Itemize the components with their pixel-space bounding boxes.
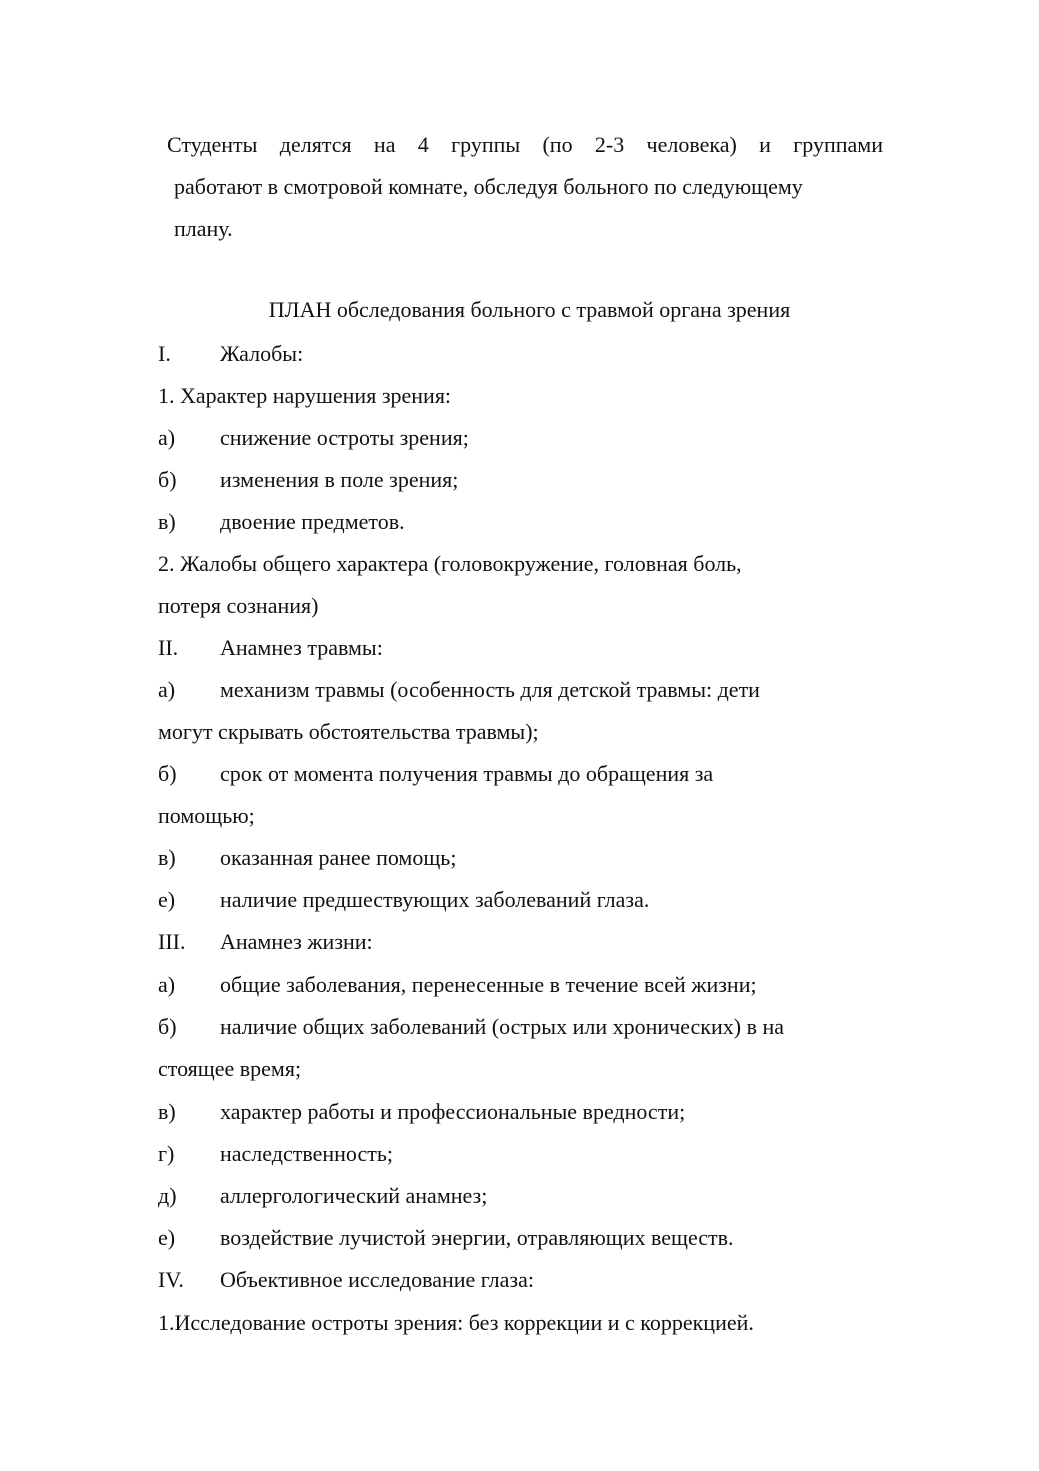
list-item	[158, 967, 757, 1003]
line-text: Жалобы:	[220, 341, 304, 366]
line-text: изменения в поле зрения;	[220, 467, 459, 492]
line-text: двоение предметов.	[220, 509, 405, 534]
section-heading-injury-history	[158, 630, 383, 666]
list-item-continuation	[158, 714, 539, 750]
list-item	[158, 1305, 754, 1341]
list-marker: е)	[158, 887, 176, 912]
list-marker: III.	[158, 929, 186, 954]
list-item	[158, 504, 405, 540]
list-item	[158, 672, 760, 708]
section-heading-complaints	[158, 336, 303, 372]
line-text: аллергологический анамнез;	[220, 1183, 488, 1208]
list-marker: II.	[158, 635, 179, 660]
list-item	[158, 756, 713, 792]
section-heading-life-history	[158, 924, 373, 960]
list-marker: е)	[158, 1225, 176, 1250]
line-text: Анамнез жизни:	[220, 929, 373, 954]
list-item	[158, 546, 742, 582]
list-item	[158, 1009, 784, 1045]
line-text: помощью;	[158, 803, 255, 828]
intro-paragraph	[167, 124, 883, 250]
list-item	[158, 1178, 487, 1214]
list-item	[158, 1136, 393, 1172]
line-text: 1. Характер нарушения зрения:	[158, 383, 452, 408]
line-text: потеря сознания)	[158, 593, 319, 618]
line-text: характер работы и профессиональные вредности;	[220, 1099, 686, 1124]
line-text: стоящее время;	[158, 1056, 302, 1081]
line-text: воздействие лучистой энергии, отравляющих веществ.	[220, 1225, 734, 1250]
list-marker: а)	[158, 972, 176, 997]
list-item	[158, 882, 649, 918]
line-text: оказанная ранее помощь;	[220, 845, 457, 870]
list-marker: I.	[158, 341, 171, 366]
list-marker: г)	[158, 1141, 175, 1166]
list-marker: д)	[158, 1183, 177, 1208]
intro-line-3: плану.	[174, 216, 233, 241]
list-item	[158, 840, 456, 876]
list-marker: б)	[158, 467, 177, 492]
line-text: наследственность;	[220, 1141, 393, 1166]
plan-title: ПЛАН обследования больного с травмой органа зрения	[268, 297, 791, 322]
line-text: 1.Исследование остроты зрения: без коррекции и с коррекцией.	[158, 1310, 754, 1335]
list-item-continuation	[158, 588, 318, 624]
list-marker: в)	[158, 509, 176, 534]
list-item	[158, 378, 451, 414]
list-item	[158, 420, 469, 456]
line-text: срок от момента получения травмы до обращения за	[220, 761, 714, 786]
line-text: снижение остроты зрения;	[220, 425, 469, 450]
line-text: общие заболевания, перенесенные в течение всей жизни;	[220, 972, 757, 997]
list-marker: а)	[158, 425, 176, 450]
list-marker: в)	[158, 845, 176, 870]
list-item-continuation	[158, 798, 255, 834]
line-text: могут скрывать обстоятельства травмы);	[158, 719, 539, 744]
list-item	[158, 462, 458, 498]
line-text: Анамнез травмы:	[220, 635, 383, 660]
intro-line-1: Студенты делятся на 4 группы (по 2-3 человека) и группами	[167, 132, 883, 157]
line-text: наличие предшествующих заболеваний глаза.	[220, 887, 650, 912]
list-marker: б)	[158, 761, 177, 786]
list-item-continuation	[158, 1051, 301, 1087]
line-text: Объективное исследование глаза:	[220, 1267, 534, 1292]
line-text: механизм травмы (особенность для детской травмы: дети	[220, 677, 760, 702]
list-marker: б)	[158, 1014, 177, 1039]
line-text: 2. Жалобы общего характера (головокружение, головная боль,	[158, 551, 742, 576]
list-marker: IV.	[158, 1267, 184, 1292]
line-text: наличие общих заболеваний (острых или хронических) в на	[220, 1014, 785, 1039]
list-item	[158, 1094, 685, 1130]
intro-line-2: работают в смотровой комнате, обследуя больного по следующему	[174, 174, 803, 199]
list-marker: в)	[158, 1099, 176, 1124]
list-item	[158, 1220, 734, 1256]
section-heading-eye-examination	[158, 1262, 534, 1298]
list-marker: а)	[158, 677, 176, 702]
